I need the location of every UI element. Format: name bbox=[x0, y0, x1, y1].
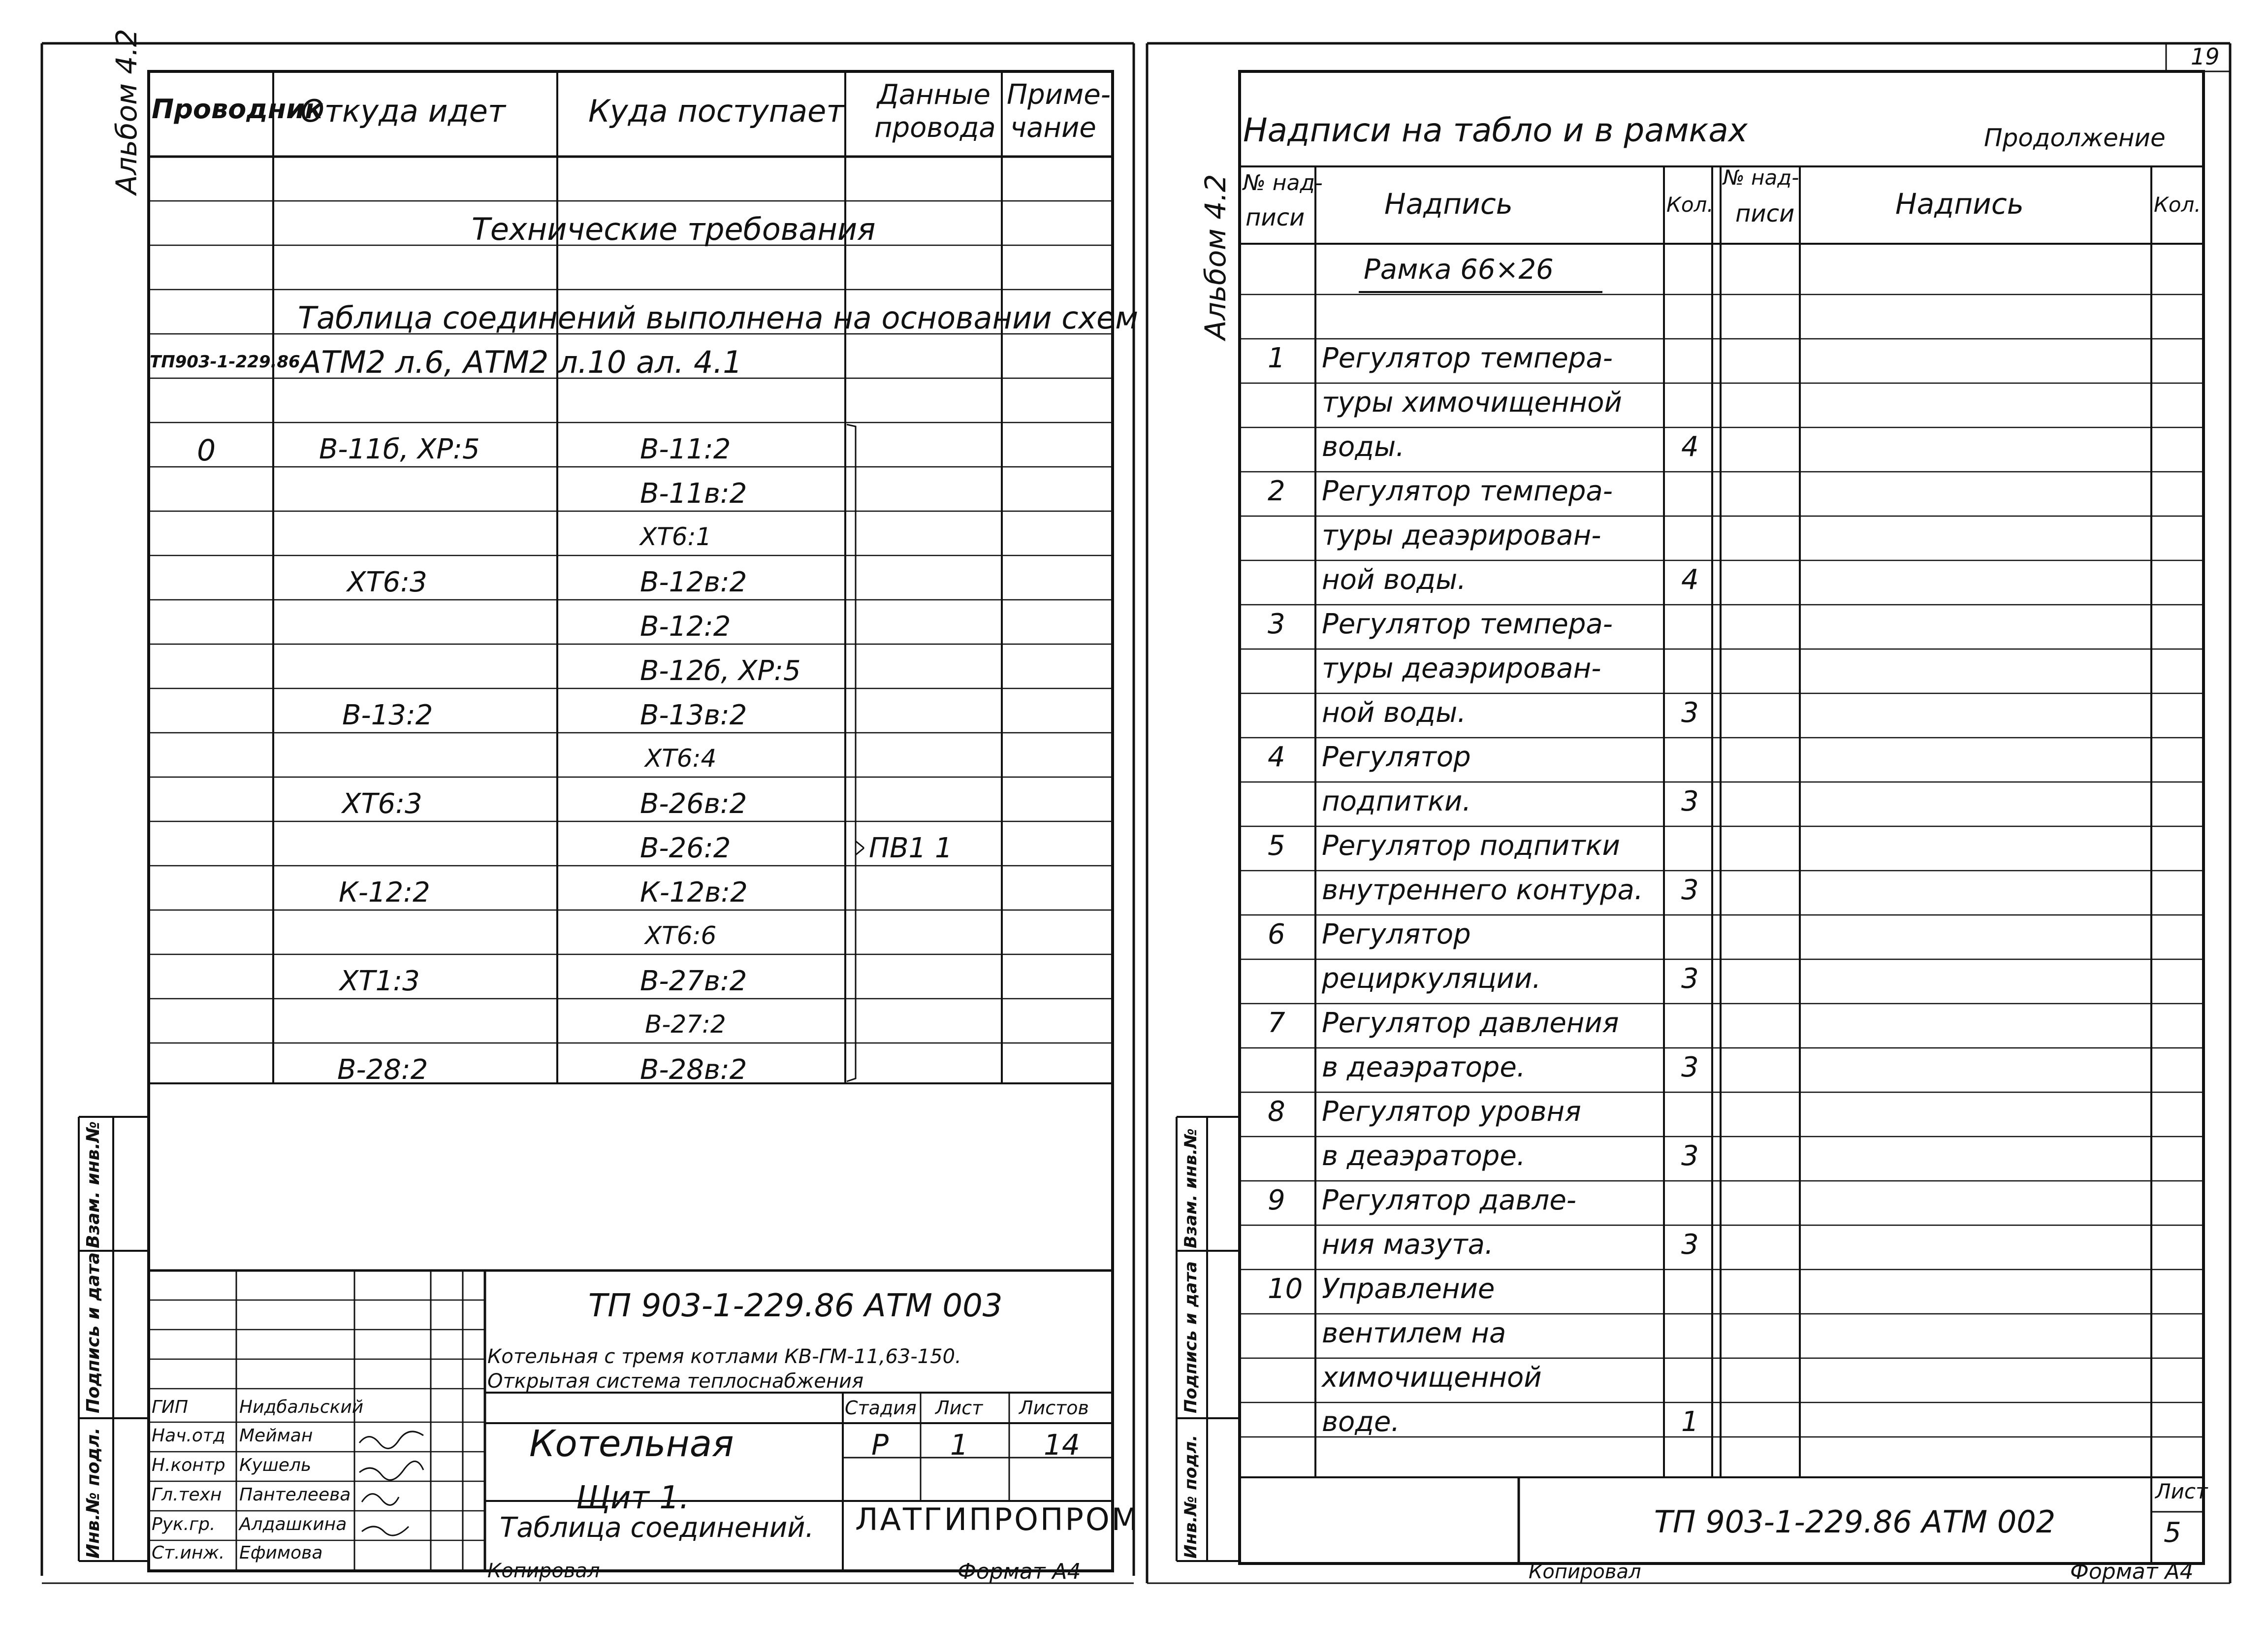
stamp-role-4: Гл.техн bbox=[152, 1485, 222, 1505]
inscription-text: ной воды. bbox=[1322, 697, 1467, 729]
inscription-text: подпитки. bbox=[1322, 785, 1471, 817]
right-side-label-replace: Взам. инв.№ bbox=[1181, 1128, 1201, 1248]
format-label: Формат А4 bbox=[958, 1559, 1081, 1584]
inscription-number: 5 bbox=[1268, 830, 1285, 862]
inscription-text: Регулятор bbox=[1322, 918, 1471, 950]
inscription-quantity: 3 bbox=[1681, 697, 1699, 729]
stamp-organization: ЛАТГИПРОПРОМ bbox=[855, 1501, 1140, 1537]
header-num-1: № над- bbox=[1243, 170, 1323, 195]
stamp-name-4: Пантелеева bbox=[239, 1485, 351, 1505]
header-qty-1: Кол. bbox=[1666, 193, 1714, 217]
signatures bbox=[354, 1423, 433, 1541]
stamp-role-1: ГИП bbox=[152, 1397, 189, 1417]
inscription-text: Регулятор уровня bbox=[1322, 1096, 1581, 1128]
header-to: Куда поступает bbox=[588, 93, 844, 129]
inscription-text: ной воды. bbox=[1322, 564, 1467, 596]
from-6: ХТ1:3 bbox=[340, 965, 420, 997]
inscription-quantity: 3 bbox=[1681, 963, 1699, 995]
stamp-col-stage: Стадия bbox=[845, 1397, 917, 1419]
stamp-role-3: Н.контр bbox=[152, 1455, 225, 1475]
inscription-text: вентилем на bbox=[1322, 1317, 1506, 1349]
header-text-1: Надпись bbox=[1384, 187, 1513, 221]
header-num-4: писи bbox=[1735, 200, 1795, 228]
stamp-sheet-title-2: Таблица соединений. bbox=[500, 1512, 814, 1544]
inscription-text: туры деаэрирован- bbox=[1322, 652, 1601, 684]
stamp-col-sheet: Лист bbox=[935, 1397, 983, 1419]
to-15: В-28в:2 bbox=[640, 1054, 747, 1086]
inscription-text: в деаэраторе. bbox=[1322, 1140, 1526, 1172]
stamp-sheet: 1 bbox=[950, 1428, 968, 1462]
from-5: К-12:2 bbox=[339, 877, 430, 909]
to-2: В-11в:2 bbox=[640, 478, 747, 510]
to-10: В-26:2 bbox=[640, 832, 731, 864]
to-14: В-27:2 bbox=[645, 1010, 726, 1039]
to-7: В-13в:2 bbox=[640, 699, 747, 731]
inscription-text: Управление bbox=[1322, 1273, 1495, 1305]
frame-caption: Рамка 66×26 bbox=[1364, 254, 1554, 286]
inscription-text: Регулятор темпера- bbox=[1322, 475, 1613, 507]
stamp-col-sheets: Листов bbox=[1019, 1397, 1089, 1419]
to-8: ХТ6:4 bbox=[645, 744, 717, 773]
inscription-quantity: 3 bbox=[1681, 785, 1699, 817]
inscription-quantity: 3 bbox=[1681, 1140, 1699, 1172]
from-3: В-13:2 bbox=[342, 699, 433, 731]
right-continuation: Продолжение bbox=[1984, 124, 2166, 152]
inscription-text: туры деаэрирован- bbox=[1322, 520, 1601, 552]
stamp-desc-1: Котельная с тремя котлами КВ-ГМ-11,63-150. bbox=[487, 1345, 961, 1368]
right-copied-label: Копировал bbox=[1529, 1561, 1641, 1583]
inscription-quantity: 4 bbox=[1681, 431, 1699, 463]
stamp-role-2: Нач.отд bbox=[152, 1426, 225, 1446]
right-stamp-code: ТП 903-1-229.86 АТМ 002 bbox=[1654, 1504, 2056, 1540]
to-5: В-12:2 bbox=[640, 611, 731, 643]
side-label-replace: Взам. инв.№ bbox=[83, 1121, 103, 1248]
copied-label: Копировал bbox=[487, 1560, 600, 1582]
stamp-name-2: Мейман bbox=[239, 1426, 313, 1446]
inscription-text: воды. bbox=[1322, 431, 1405, 463]
inscription-number: 8 bbox=[1268, 1096, 1285, 1128]
note-line-2: АТМ2 л.6, АТМ2 л.10 ал. 4.1 bbox=[300, 344, 742, 380]
inscription-number: 4 bbox=[1268, 741, 1285, 773]
inscription-text: Регулятор темпера- bbox=[1322, 342, 1613, 374]
inscription-number: 3 bbox=[1268, 608, 1285, 640]
to-12: ХТ6:6 bbox=[645, 921, 717, 950]
album-label: Альбом 4.2 bbox=[110, 29, 143, 195]
from-2: ХТ6:3 bbox=[347, 566, 427, 598]
header-qty-2: Кол. bbox=[2154, 193, 2201, 217]
inscription-text: Регулятор темпера- bbox=[1322, 608, 1613, 640]
stamp-stage: Р bbox=[871, 1428, 889, 1462]
header-text-2: Надпись bbox=[1895, 187, 2024, 221]
to-3: ХТ6:1 bbox=[640, 522, 712, 551]
to-11: К-12в:2 bbox=[640, 877, 748, 909]
header-note-1: Приме- bbox=[1007, 79, 1111, 111]
stamp-role-5: Рук.гр. bbox=[152, 1514, 216, 1534]
side-label-sign: Подпись и дата bbox=[83, 1252, 103, 1413]
stamp-code: ТП 903-1-229.86 АТМ 003 bbox=[588, 1288, 1003, 1324]
right-format-label: Формат А4 bbox=[2070, 1559, 2194, 1584]
inscription-text: внутреннего контура. bbox=[1322, 874, 1643, 906]
inscription-text: Регулятор подпитки bbox=[1322, 830, 1620, 862]
inscription-number: 1 bbox=[1268, 342, 1285, 374]
note-line-1: Таблица соединений выполнена на основании схем bbox=[298, 300, 1139, 336]
right-sheet-number: 5 bbox=[2164, 1517, 2181, 1549]
inscription-quantity: 3 bbox=[1681, 1051, 1699, 1083]
from-4: ХТ6:3 bbox=[342, 788, 422, 820]
inscription-text: Регулятор давления bbox=[1322, 1007, 1619, 1039]
stamp-name-1: Нидбальский bbox=[239, 1397, 364, 1417]
stamp-name-6: Ефимова bbox=[239, 1543, 323, 1563]
header-conductor: Проводник bbox=[152, 94, 323, 125]
header-num-3: № над- bbox=[1723, 165, 1799, 190]
inscription-text: Регулятор bbox=[1322, 741, 1471, 773]
header-from: Откуда идет bbox=[300, 93, 506, 129]
stamp-object: Котельная bbox=[529, 1423, 734, 1465]
to-6: В-12б, ХР:5 bbox=[640, 655, 801, 687]
stamp-desc-2: Открытая система теплоснабжения bbox=[487, 1370, 864, 1393]
right-album-label: Альбом 4.2 bbox=[1199, 174, 1232, 340]
to-13: В-27в:2 bbox=[640, 965, 747, 997]
inscription-quantity: 1 bbox=[1681, 1406, 1699, 1438]
inscription-number: 9 bbox=[1268, 1184, 1285, 1216]
stamp-role-6: Ст.инж. bbox=[152, 1543, 225, 1563]
to-1: В-11:2 bbox=[640, 433, 731, 465]
to-9: В-26в:2 bbox=[640, 788, 747, 820]
inscription-number: 6 bbox=[1268, 918, 1285, 950]
header-note-2: чание bbox=[1010, 112, 1096, 144]
wire-value: ПВ1 1 bbox=[869, 832, 953, 864]
side-label-inv: Инв.№ подл. bbox=[83, 1427, 103, 1559]
inscription-number: 10 bbox=[1268, 1273, 1303, 1305]
right-side-label-inv: Инв.№ подл. bbox=[1181, 1434, 1201, 1559]
stamp-name-3: Кушель bbox=[239, 1455, 312, 1475]
right-sheet-label: Лист bbox=[2155, 1479, 2208, 1503]
stamp-name-5: Алдашкина bbox=[239, 1514, 347, 1534]
right-side-label-sign: Подпись и дата bbox=[1181, 1261, 1201, 1413]
header-wire-data-2: провода bbox=[874, 112, 996, 144]
from-1: В-11б, ХР:5 bbox=[319, 433, 480, 465]
page-number: 19 bbox=[2191, 43, 2220, 70]
stamp-sheets: 14 bbox=[1044, 1428, 1080, 1462]
inscription-number: 2 bbox=[1268, 475, 1285, 507]
tech-requirements-title: Технические требования bbox=[472, 211, 876, 247]
inscription-text: химочищенной bbox=[1322, 1362, 1542, 1394]
inscription-number: 7 bbox=[1268, 1007, 1285, 1039]
inscription-quantity: 4 bbox=[1681, 564, 1699, 596]
note-reference: ТП903-1-229.86 bbox=[150, 352, 300, 372]
from-7: В-28:2 bbox=[337, 1054, 428, 1086]
inscription-text: рециркуляции. bbox=[1322, 963, 1541, 995]
inscription-text: ния мазута. bbox=[1322, 1229, 1494, 1261]
inscription-quantity: 3 bbox=[1681, 874, 1699, 906]
header-wire-data-1: Данные bbox=[877, 79, 990, 111]
header-num-2: писи bbox=[1246, 204, 1305, 231]
conductor-value: 0 bbox=[197, 433, 216, 468]
right-title: Надписи на табло и в рамках bbox=[1243, 111, 1748, 149]
stamp-sheet-title-1: Щит 1. bbox=[576, 1480, 690, 1516]
inscription-text: в деаэраторе. bbox=[1322, 1051, 1526, 1083]
to-4: В-12в:2 bbox=[640, 566, 747, 598]
inscription-text: туры химочищенной bbox=[1322, 387, 1622, 419]
inscription-text: воде. bbox=[1322, 1406, 1400, 1438]
inscription-text: Регулятор давле- bbox=[1322, 1184, 1576, 1216]
inscription-quantity: 3 bbox=[1681, 1229, 1699, 1261]
